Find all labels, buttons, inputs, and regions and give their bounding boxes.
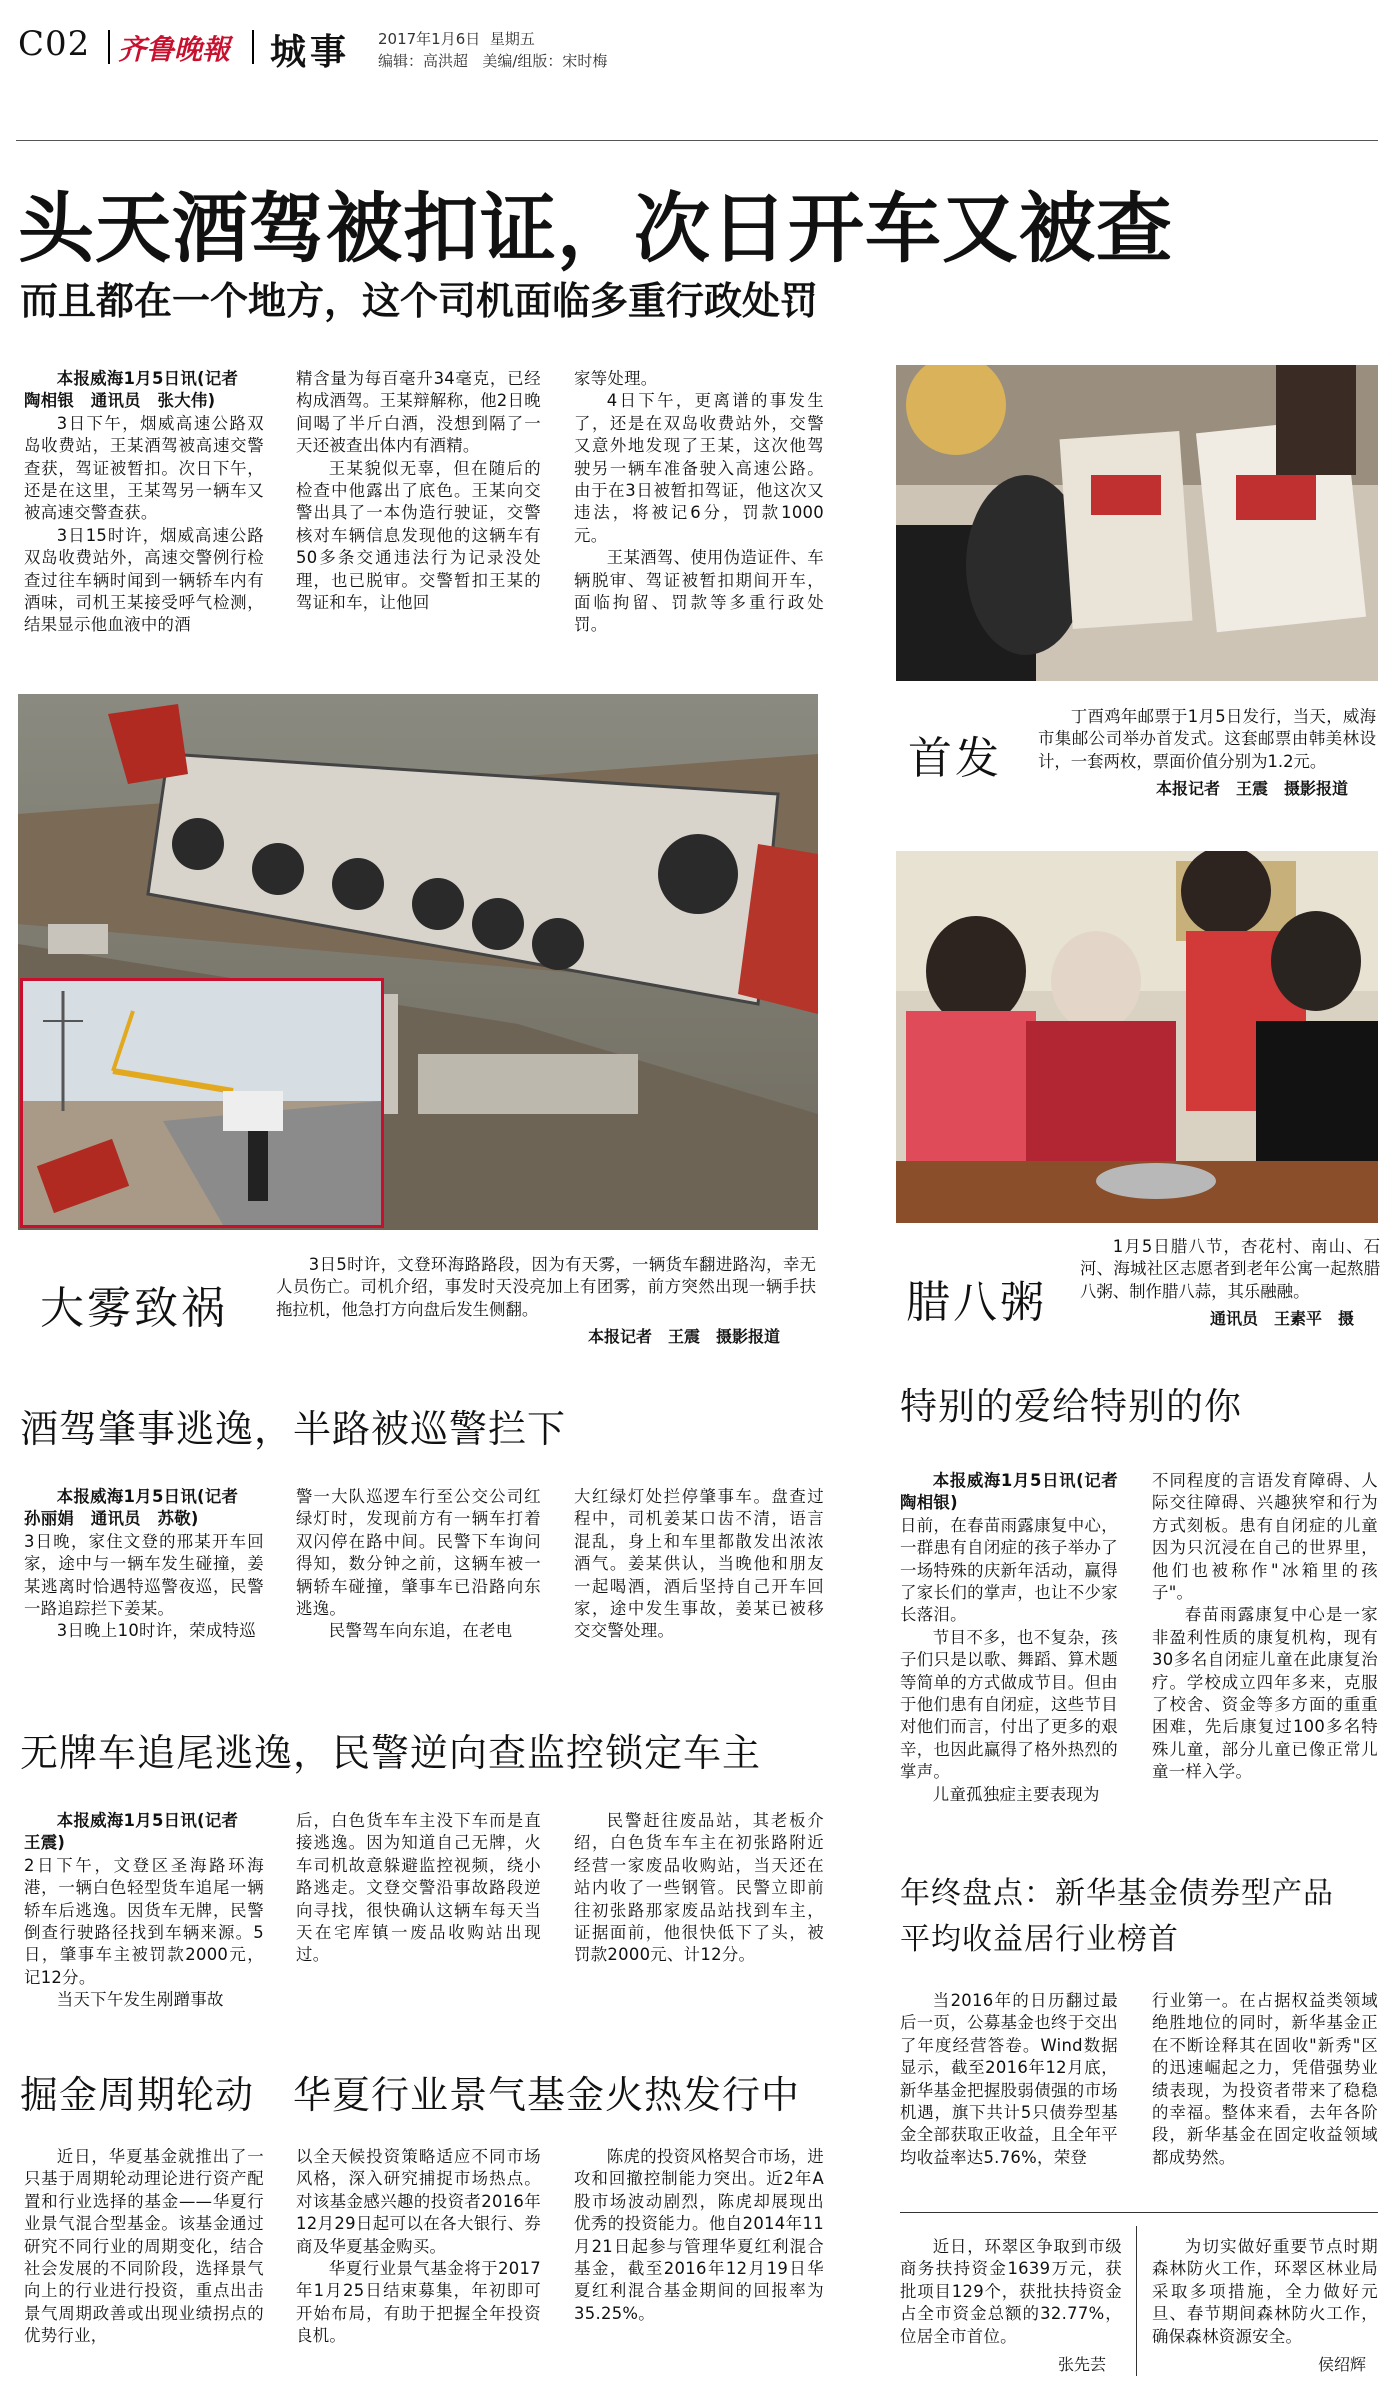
crash-photo-credit: 本报记者 王震 摄影报道: [588, 1327, 781, 1346]
brief-right: [1152, 2236, 1378, 2348]
story4-column-2: [296, 2146, 541, 2348]
paragraph: 大红绿灯处拦停肇事车。盘查过程中，司机姜某口齿不清，语言混乱，身上和车里都散发出浓浓酒气。姜某供认，当晚他和朋友一起喝酒，酒后坚持自己开车回家，途中发生事故，姜某已被移交交警处理。: [574, 1487, 824, 1641]
brief-left: [900, 2236, 1122, 2348]
lead-byline: 本报威海1月5日讯(记者: [56, 369, 239, 388]
story3-headline: 无牌车追尾逃逸，民警逆向查监控锁定车主: [20, 1731, 762, 1775]
paragraph: 近日，华夏基金就推出了一只基于周期轮动理论进行资产配置和行业选择的基金——华夏行业景气混合型基金。该基金通过研究不同行业的周期变化，结合社会发展的不同阶段，选择景气向上的行业进行投资，重点出击景气周期政善或出现业绩拐点的优势行业，: [24, 2147, 264, 2346]
laba-photo-caption: 1月5日腊八节，杏花村、南山、石河、海城社区志愿者到老年公寓一起熬腊八粥、制作腊八蒜，其乐融融。: [1080, 1237, 1380, 1301]
paragraph: 王某貌似无辜，但在随后的检查中他露出了底色。王某向交警出具了一本伪造行驶证，交警核对车辆信息发现他的这辆车有50多条交通违法行为记录没处理，也已脱审。交警暂扣王某的驾证和车，让他回: [296, 458, 541, 613]
paragraph: 不同程度的言语发育障碍、人际交往障碍、兴趣狭窄和行为方式刻板。患有自闭症的儿童因为只沉浸在自己的世界里，他们也被称作"冰箱里的孩子"。: [1152, 1471, 1378, 1603]
paragraph: 陈虎的投资风格契合市场，进攻和回撤控制能力突出。近2年A股市场波动剧烈，陈虎却展现出优秀的投资能力。他自2014年11月21日起参与管理华夏红利混合基金，截至2016年12月19日华夏红利混合基金期间的回报率为35.25%。: [574, 2147, 824, 2323]
story2-column-2: [296, 1486, 541, 1643]
paragraph: 4日下午，更离谱的事发生了，还是在双岛收费站外，交警又意外地发现了王某，这次他驾驶另一辆车准备驶入高速公路。由于在3日被暂扣驾证，他这次又违法，将被记6分，罚款1000元。: [574, 391, 824, 545]
paragraph: 3日15时许，烟威高速公路双岛收费站外，高速交警例行检查过往车辆时闻到一辆轿车内有酒味，司机王某接受呼气检测，结果显示他血液中的酒: [24, 525, 264, 635]
lead-column-1: [24, 368, 264, 637]
lead-headline: 头天酒驾被扣证，次日开车又被查: [18, 184, 1173, 273]
brief-left-author: 张先芸: [1058, 2355, 1107, 2374]
laba-photo-title: 腊八粥: [906, 1277, 1047, 1328]
story4-headline: 掘金周期轮动 华夏行业景气基金火热发行中: [20, 2073, 801, 2117]
paragraph: 警一大队巡逻车行至公交公司红绿灯时，发现前方有一辆车打着双闪停在路中间。民警下车询问得知，数分钟之前，这辆车被一辆轿车碰撞，肇事车已沿路向东逃逸。: [296, 1487, 541, 1619]
story2-column-1: [24, 1486, 264, 1643]
story4-column-1: [24, 2146, 264, 2348]
lead-subhead: 而且都在一个地方，这个司机面临多重行政处罚: [20, 279, 819, 323]
briefs-top-rule: [900, 2212, 1378, 2213]
editor-credits: 编辑：高洪超 美编/组版：宋时梅: [378, 52, 608, 70]
paragraph: 王某酒驾、使用伪造证件、车辆脱审、驾证被暂扣期间开车，面临拘留、罚款等多重行政处罚。: [574, 548, 824, 635]
paragraph: 近日，环翠区争取到市级商务扶持资金1639万元，获批项目129个，获批扶持资金占全市资金总额的32.77%，位居全市首位。: [900, 2237, 1122, 2346]
stamp-photo-title: 首发: [908, 733, 1002, 784]
briefs-divider: [1136, 2226, 1137, 2376]
paragraph: 为切实做好重要节点时期森林防火工作，环翠区林业局采取多项措施，全力做好元旦、春节期间森林防火工作，确保森林资源安全。: [1152, 2237, 1378, 2346]
newspaper-logo: 齐鲁晚報: [118, 33, 231, 66]
paragraph: 当2016年的日历翻过最后一页，公募基金也终于交出了年度经营答卷。Wind数据显示，截至2016年12月底，新华基金把握股弱债强的市场机遇，旗下共计5只债券型基金全部获取正收益，且全年平均收益率达5.76%，荣登: [900, 1991, 1118, 2167]
paragraph: 3日晚上10时许，荣成特巡: [56, 1621, 256, 1641]
story6-column-1: [900, 1990, 1118, 2169]
stamp-photo-caption: 丁酉鸡年邮票于1月5日发行，当天，威海市集邮公司举办首发式。这套邮票由韩美林设计，一套两枚，票面价值分别为1.2元。: [1038, 707, 1376, 771]
masthead-rule: [16, 140, 1378, 141]
laba-photo-credit: 通讯员 王素平 摄: [1210, 1309, 1355, 1328]
lead-column-3: [574, 368, 824, 637]
paragraph: 儿童孤独症主要表现为: [932, 1784, 1100, 1804]
story3-column-2: [296, 1810, 541, 1967]
issue-date: 2017年1月6日 星期五: [378, 30, 535, 48]
paragraph: 民警赶往废品站，其老板介绍，白色货车车主在初张路附近经营一家废品收购站，当天还在站内收了一些钢管。民警立即前往初张路那家废品站找到车主，证据面前，他很快低下了头，被罚款2000元、计12分。: [574, 1811, 824, 1965]
paragraph: 行业第一。在占据权益类领域绝胜地位的同时，新华基金正在不断诠释其在固收"新秀"区的迅速崛起之力，凭借强势业绩表现，为投资者带来了稳稳的幸福。整体来看，去年各阶段，新华基金在固定收益领域都成势然。: [1152, 1991, 1378, 2167]
brief-right-author: 侯绍辉: [1318, 2355, 1367, 2374]
crash-photo-title: 大雾致祸: [40, 1283, 228, 1334]
paragraph: 3日晚，家住文登的邢某开车回家，途中与一辆车发生碰撞，姜某逃离时恰遇特巡警夜巡，民警一路追踪拦下姜某。: [24, 1531, 264, 1619]
crash-photo-caption: 3日5时许，文登环海路路段，因为有天雾，一辆货车翻进路沟，幸无人员伤亡。司机介绍，事发时天没亮加上有团雾，前方突然出现一辆手扶拖拉机，他急打方向盘后发生侧翻。: [276, 1255, 816, 1319]
story5-byline: 本报威海1月5日讯(记者 陶相银): [900, 1471, 1135, 1513]
story6-column-2: [1152, 1990, 1378, 2169]
page-number: C02: [18, 24, 91, 64]
story3-column-3: [574, 1810, 824, 1967]
story2-headline: 酒驾肇事逃逸，半路被巡警拦下: [20, 1407, 567, 1451]
paragraph: 当天下午发生剐蹭事故: [56, 1990, 224, 2010]
lead-column-2: [296, 368, 541, 614]
paragraph: 民警驾车向东追，在老电: [328, 1621, 513, 1641]
section-name: 城事: [270, 32, 351, 73]
masthead-divider: [108, 30, 110, 64]
paragraph: 节目不多，也不复杂，孩子们只是以歌、舞蹈、算术题等简单的方式做成节目。但由于他们患有自闭症，这些节目对他们而言，付出了更多的艰辛，也因此赢得了格外热烈的掌声。: [900, 1627, 1118, 1782]
story2-byline: 本报威海1月5日讯(记者: [56, 1487, 239, 1506]
laba-porridge-photo: [896, 851, 1378, 1223]
paragraph: 春苗雨露康复中心是一家非盈利性质的康复机构，现有30多名自闭症儿童在此康复治疗。学校成立四年多来，克服了校舍、资金等多方面的重重困难，先后康复过100多名特殊儿童，部分儿童已像正常儿童一样入学。: [1152, 1605, 1378, 1782]
story3-byline-2: 王震): [24, 1833, 66, 1853]
story6-headline-line1: 年终盘点：新华基金债券型产品: [900, 1876, 1334, 1911]
paragraph: 2日下午，文登区圣海路环海港，一辆白色轻型货车追尾一辆轿车后逃逸。因货车无牌，民警倒查行驶路径找到车辆来源。5日，肇事车主被罚款2000元，记12分。: [24, 1855, 264, 1987]
stamp-release-photo: [896, 365, 1378, 681]
paragraph: 华夏行业景气基金将于2017年1月25日结束募集，年初即可开始布局，有助于把握全年投资良机。: [296, 2259, 541, 2346]
stamp-photo-credit: 本报记者 王震 摄影报道: [1156, 779, 1349, 798]
story4-column-3: [574, 2146, 824, 2325]
crane-inset-photo: [20, 978, 384, 1228]
story5-column-2: [1152, 1470, 1378, 1784]
paragraph: 以全天候投资策略适应不同市场风格，深入研究捕捉市场热点。对该基金感兴趣的投资者2016年12月29日起可以在各大银行、券商及华夏基金购买。: [296, 2147, 541, 2256]
story2-column-3: [574, 1486, 824, 1643]
paragraph: 3日下午，烟威高速公路双岛收费站，王某酒驾被高速交警查获，驾证被暂扣。次日下午，还是在这里，王某驾另一辆车又被高速交警查获。: [24, 413, 264, 523]
story3-column-1: [24, 1810, 264, 2012]
masthead-divider: [252, 30, 254, 64]
story2-byline-2: 孙丽娟 通讯员 苏敬): [24, 1509, 199, 1529]
paragraph: 家等处理。: [574, 369, 658, 388]
story5-headline: 特别的爱给特别的你: [900, 1385, 1242, 1428]
paragraph: 后，白色货车车主没下车而是直接逃逸。因为知道自己无牌，火车司机故意躲避监控视频，绕小路逃走。文登交警沿事故路段逆向寻找，很快确认这辆车每天当天在宅库镇一废品收购站出现过。: [296, 1811, 541, 1965]
story3-byline: 本报威海1月5日讯(记者: [56, 1811, 239, 1830]
paragraph: 日前，在春苗雨露康复中心，一群患有自闭症的孩子举办了一场特殊的庆新年活动，赢得了家长们的掌声，也让不少家长落泪。: [900, 1515, 1118, 1625]
story6-headline-line2: 平均收益居行业榜首: [900, 1922, 1179, 1957]
paragraph: 精含量为每百毫升34毫克，已经构成酒驾。王某辩解称，他2日晚间喝了半斤白酒，没想到隔了一天还被查出体内有酒精。: [296, 369, 541, 456]
story5-column-1: [900, 1470, 1135, 1806]
lead-byline-2: 陶相银 通讯员 张大伟): [24, 391, 216, 411]
